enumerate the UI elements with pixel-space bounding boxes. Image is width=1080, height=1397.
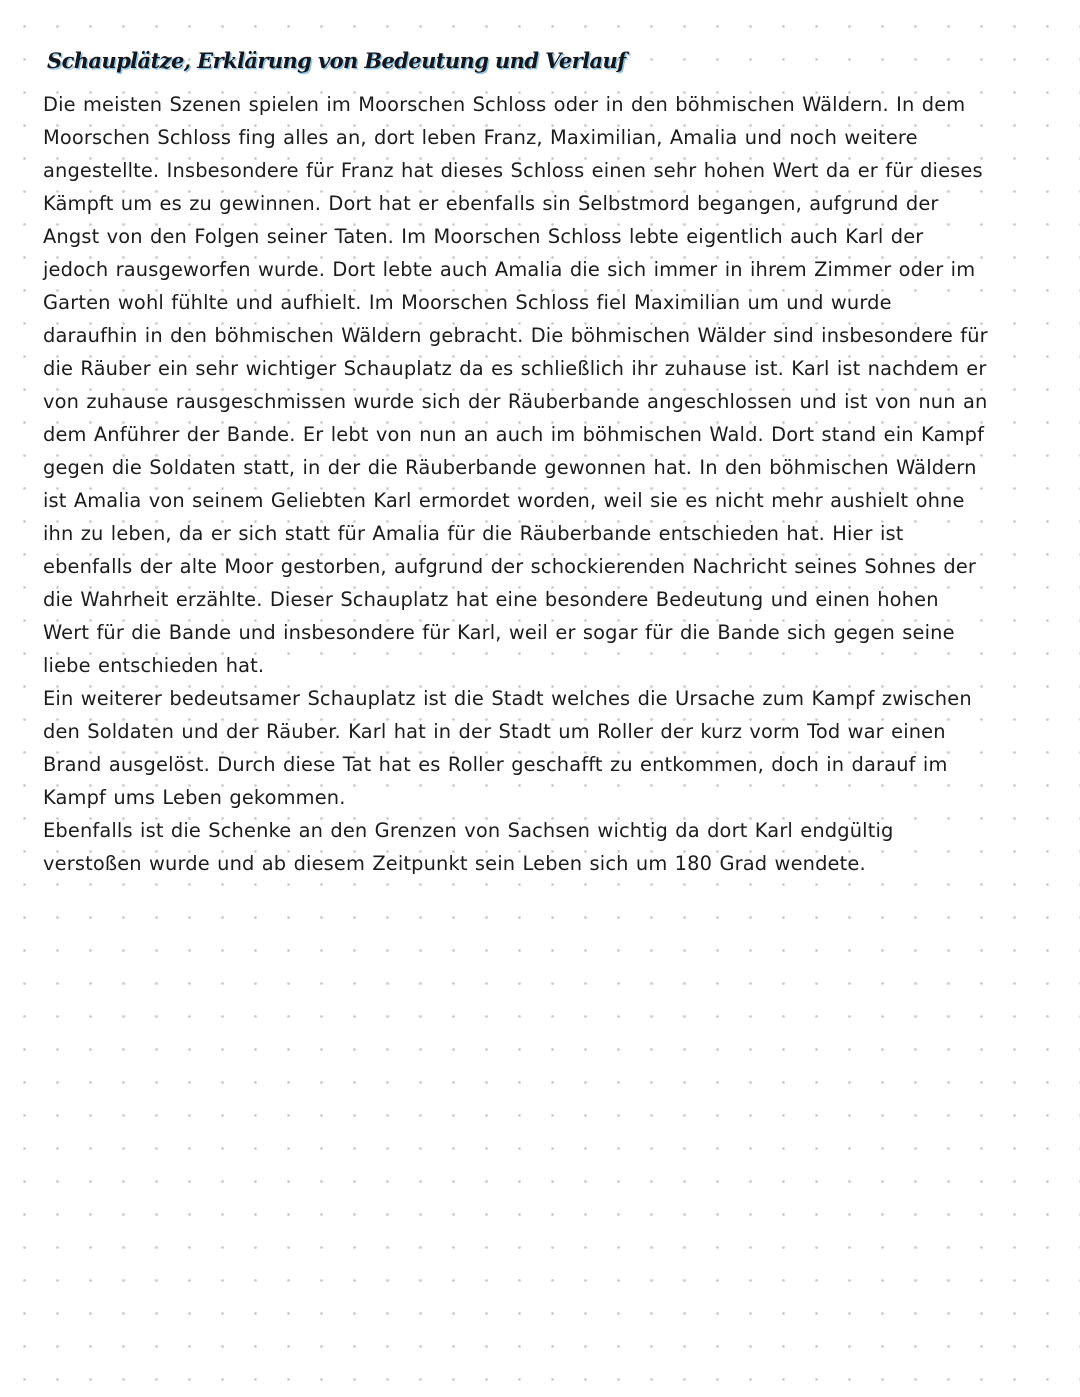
paragraph-settings: Die meisten Szenen spielen im Moorschen Schloss oder in den böhmischen Wäldern. In dem Moorschen Schloss fing alles an, dort leben Franz, Maximilian, Amalia und noch weitere angestellte. Insbesondere für Franz hat dieses Schloss einen sehr hohen Wert da er für dieses Kämpft um es zu gewinnen. Dort hat er ebenfalls sin Selbstmord begangen, aufgrund der Angst von den Folgen seiner Taten. Im Moorschen Schloss lebte eigentlich auch Karl der jedoch rausgeworfen wurde. Dort lebte auch Amalia die sich immer in ihrem Zimmer oder im Garten wohl fühlte und aufhielt. Im Moorschen Schloss fiel Maximilian um und wurde daraufhin in den böhmischen Wäldern gebracht. Die böhmischen Wälder sind insbesondere für die Räuber ein sehr wichtiger Schauplatz da es schließlich ihr zuhause ist. Karl ist nachdem er von zuhause rausgeschmissen wurde sich der Räuberbande angeschlossen und ist von nun an dem Anführer der Bande. Er lebt von nun an auch im böhmischen Wald. Dort stand ein Kampf gegen die Soldaten statt, in der die Räuberbande gewonnen hat. In den böhmischen Wäldern ist Amalia von seinem Geliebten Karl ermordet worden, weil sie es nicht mehr aushielt ohne ihn zu leben, da er sich statt für Amalia für die Räuberbande entschieden hat. Hier ist ebenfalls der alte Moor gestorben, aufgrund der schockierenden Nachricht seines Sohnes der die Wahrheit erzählte. Dieser Schauplatz hat eine besondere Bedeutung und einen hohen Wert für die Bande und insbesondere für Karl, weil er sogar für die Bande sich gegen seine liebe entschieden hat. (43, 93, 988, 677)
document-heading: Schauplätze, Erklärung von Bedeutung und Verlauf (47, 48, 626, 73)
paragraph-city: Ein weiterer bedeutsamer Schauplatz ist die Stadt welches die Ursache zum Kampf zwischen den Soldaten und der Räuber. Karl hat in der Stadt um Roller der kurz vorm Tod war einen Brand ausgelöst. Durch diese Tat hat es Roller geschafft zu entkommen, doch in darauf im Kampf ums Leben gekommen. (43, 687, 972, 809)
paragraph-tavern: Ebenfalls ist die Schenke an den Grenzen von Sachsen wichtig da dort Karl endgültig verstoßen wurde und ab diesem Zeitpunkt sein Leben sich um 180 Grad wendete. (43, 819, 894, 875)
